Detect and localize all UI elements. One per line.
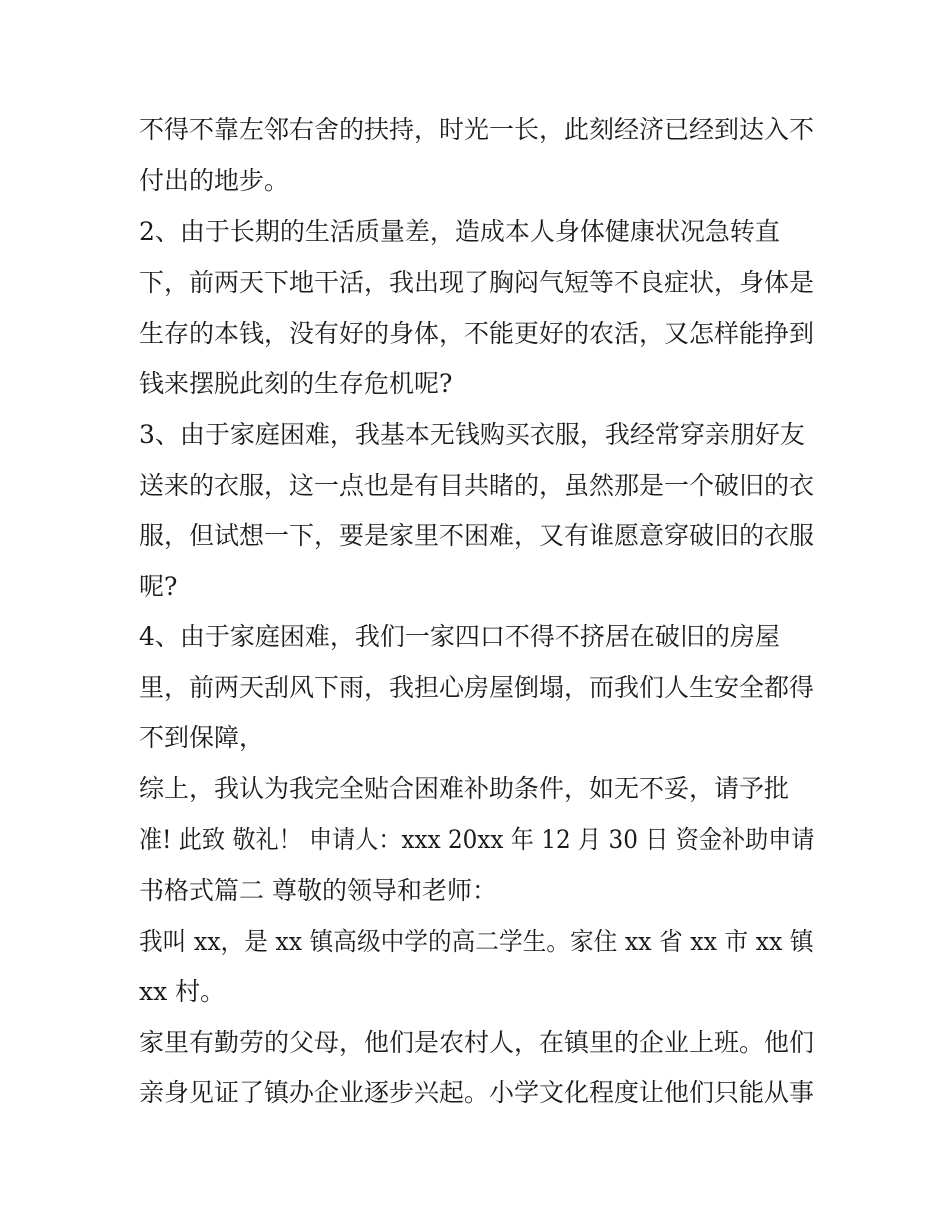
text-line: 综上，我认为我完全贴合困难补助条件，如无不妥，请予批 [139,774,790,803]
text-line: 钱来摆脱此刻的生存危机呢? [139,369,453,398]
text-line: 服，但试想一下，要是家里不困难，又有谁愿意穿破旧的衣服 [139,521,815,550]
text-line: 不到保障， [139,723,265,752]
text-line: 4、由于家庭困难，我们一家四口不得不挤居在破旧的房屋 [139,622,780,651]
text-line: 书格式篇二 尊敬的领导和老师： [139,876,497,905]
text-line: 送来的衣服，这一点也是有目共睹的，虽然那是一个破旧的衣 [139,471,815,500]
text-line: 2、由于长期的生活质量差，造成本人身体健康状况急转直 [139,217,780,246]
text-line: 付出的地步。 [139,166,290,195]
text-line: 亲身见证了镇办企业逐步兴起。小学文化程度让他们只能从事 [139,1078,815,1107]
text-line: 里，前两天刮风下雨，我担心房屋倒塌，而我们人生安全都得 [139,673,815,702]
text-line: 下，前两天下地干活，我出现了胸闷气短等不良症状，身体是 [139,268,815,297]
text-line: xx 村。 [139,977,226,1006]
text-line: 生存的本钱，没有好的身体，不能更好的农活，又怎样能挣到 [139,319,815,348]
text-line: 3、由于家庭困难，我基本无钱购买衣服，我经常穿亲朋好友 [139,420,805,449]
text-line: 准! 此致 敬礼！ 申请人：xxx 20xx 年 12 月 30 日 资金补助申请 [139,825,815,854]
text-line: 不得不靠左邻右舍的扶持，时光一长，此刻经济已经到达入不 [139,115,815,144]
text-line: 我叫 xx，是 xx 镇高级中学的高二学生。家住 xx 省 xx 市 xx 镇 [139,927,814,956]
text-line: 呢? [139,572,178,601]
text-line: 家里有勤劳的父母，他们是农村人，在镇里的企业上班。他们 [139,1028,815,1057]
